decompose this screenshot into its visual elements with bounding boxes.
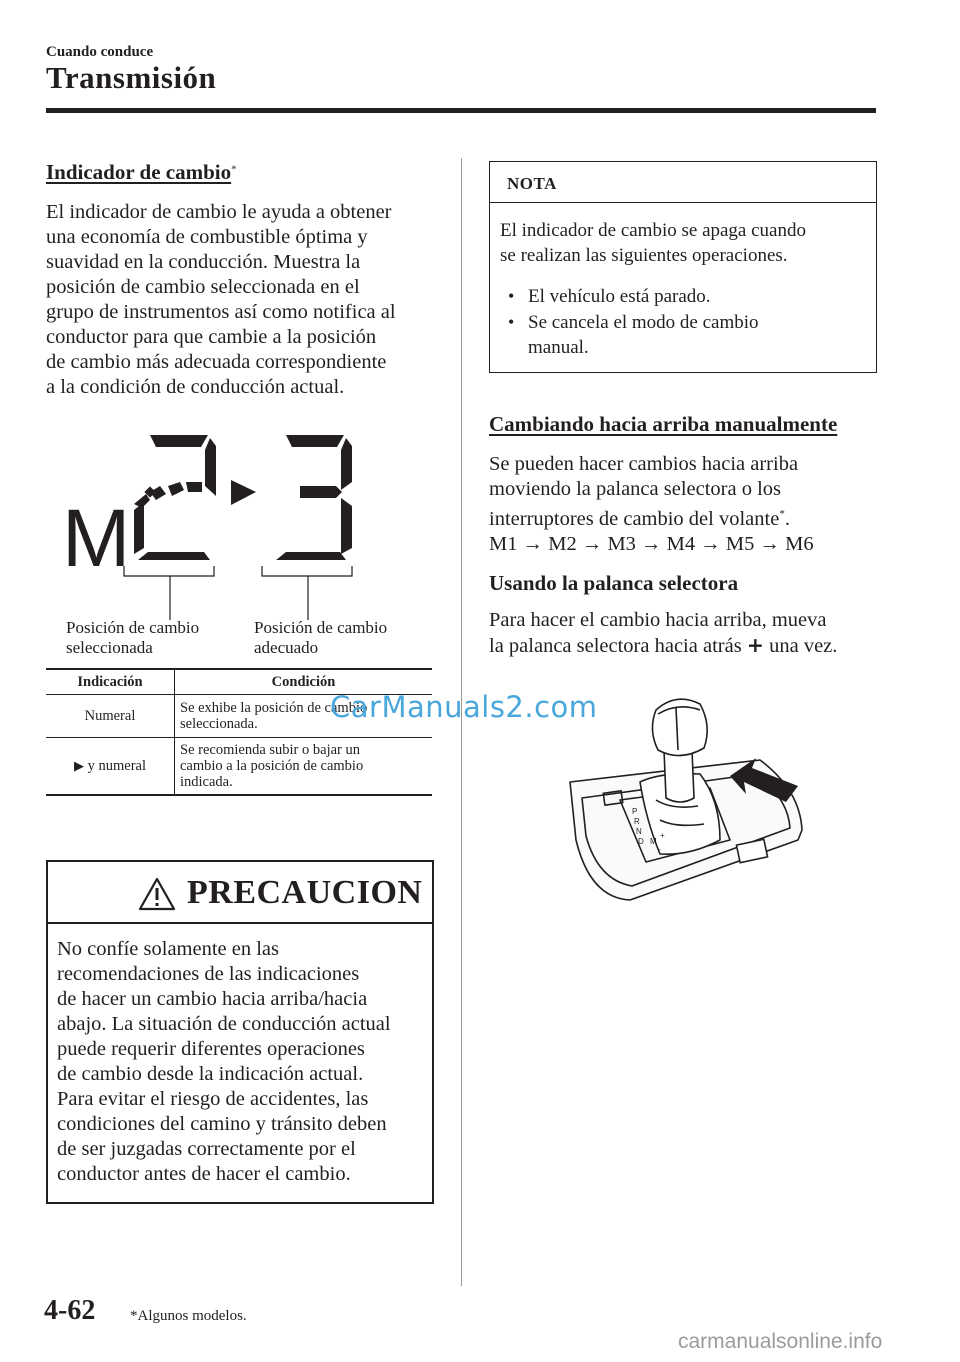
paragraph-text: la palanca selectora hacia atrás <box>489 635 742 657</box>
bullet-dot-icon: • <box>508 312 515 332</box>
warning-triangle-icon <box>138 877 176 911</box>
label-line: seleccionada <box>66 638 153 657</box>
note-box <box>489 161 877 373</box>
cell-indication: Numeral <box>46 695 175 738</box>
cell-line: cambio a la posición de cambio <box>180 758 364 774</box>
intro-line: de cambio más adecuada correspondiente <box>46 351 387 373</box>
intro-paragraph <box>46 200 446 400</box>
caution-box <box>46 860 434 1204</box>
selector-lever-subheading: Usando la palanca selectora <box>489 571 739 595</box>
bullet-line: manual. <box>528 337 589 358</box>
cell-indication <box>46 738 175 796</box>
caution-line: puede requerir diferentes operaciones <box>57 1038 365 1060</box>
cell-condition <box>175 738 433 796</box>
svg-text:M: M <box>650 837 657 846</box>
note-bullet-item <box>528 310 759 360</box>
intro-line: una economía de combustible óptima y <box>46 226 368 248</box>
caution-line: abajo. La situación de conducción actual <box>57 1013 391 1035</box>
chapter-title: Transmisión <box>46 60 217 95</box>
bullet-dot-icon: • <box>508 286 515 306</box>
label-suitable-position <box>254 618 387 658</box>
svg-text:-: - <box>658 845 661 854</box>
optional-mark: * <box>231 163 237 176</box>
shift-arrow-icon <box>231 480 256 505</box>
mode-letter: M <box>62 493 131 584</box>
manual-upshift-heading: Cambiando hacia arriba manualmente <box>489 412 838 436</box>
digit-two-segments <box>134 435 216 560</box>
footnote: *Algunos modelos. <box>130 1308 247 1324</box>
intro-line: a la condición de conducción actual. <box>46 376 345 398</box>
intro-line: conductor para que cambie a la posición <box>46 326 377 348</box>
shift-indicator-heading-text: Indicador de cambio <box>46 160 232 184</box>
svg-text:N: N <box>636 827 642 836</box>
note-line: El indicador de cambio se apaga cuando <box>500 220 806 241</box>
cell-line: seleccionada. <box>180 716 258 732</box>
intro-line: suavidad en la conducción. Muestra la <box>46 251 361 273</box>
upshift-paragraph <box>489 452 879 557</box>
gear-display-illustration <box>50 420 430 620</box>
optional-mark: * <box>779 508 785 520</box>
paragraph-line <box>489 633 879 659</box>
gear-sequence: M1 → M2 → M3 → M4 → M5 → M6 <box>489 532 814 555</box>
caution-title: PRECAUCION <box>187 874 423 911</box>
paragraph-text: una vez. <box>769 635 838 657</box>
section-label: Cuando conduce <box>46 44 154 60</box>
header-rule <box>46 108 876 113</box>
note-line: se realizan las siguientes operaciones. <box>500 245 788 266</box>
footer-watermark: carmanualsonline.info <box>678 1330 883 1353</box>
bullet-line: El vehículo está parado. <box>528 286 711 307</box>
paragraph-line: moviendo la palanca selectora o los <box>489 478 782 500</box>
lever-paragraph <box>489 608 879 659</box>
intro-line: El indicador de cambio le ayuda a obtener <box>46 201 392 223</box>
note-text <box>500 218 872 268</box>
plus-icon: + <box>746 633 764 657</box>
caution-line: No confíe solamente en las <box>57 938 280 960</box>
intro-line: grupo de instrumentos así como notifica al <box>46 301 396 323</box>
svg-text:D: D <box>638 837 644 846</box>
caution-line: de cambio desde la indicación actual. <box>57 1063 364 1085</box>
svg-text:R: R <box>634 817 640 826</box>
cell-line: Se exhibe la posición de cambio <box>180 700 368 716</box>
cell-line: indicada. <box>180 774 233 790</box>
caution-line: de hacer un cambio hacia arriba/hacia <box>57 988 368 1010</box>
digit-three-segments <box>276 435 352 560</box>
paragraph-line: Para hacer el cambio hacia arriba, mueva <box>489 609 827 631</box>
callout-lines <box>124 566 352 620</box>
arrow-icon: ▶ <box>73 758 84 774</box>
label-line: Posición de cambio <box>254 618 388 637</box>
label-line: Posición de cambio <box>66 618 200 637</box>
paragraph-line: Se pueden hacer cambios hacia arriba <box>489 453 799 475</box>
table-row <box>46 738 432 796</box>
cell-indication-text: y numeral <box>87 757 146 774</box>
caution-line: conductor antes de hacer el cambio. <box>57 1163 351 1185</box>
caution-line: Para evitar el riesgo de accidentes, las <box>57 1088 369 1110</box>
caution-text <box>57 937 432 1187</box>
svg-text:P: P <box>632 807 638 816</box>
note-bullet-item <box>528 284 711 309</box>
paragraph-text: interruptores de cambio del volante <box>489 507 780 530</box>
intro-line: posición de cambio seleccionada en el <box>46 276 360 298</box>
label-selected-position <box>66 618 199 658</box>
cell-line: Se recomienda subir o bajar un <box>180 742 360 758</box>
header-condition: Condición <box>175 669 433 695</box>
caution-line: de ser juzgadas correctamente por el <box>57 1138 356 1160</box>
paragraph-text: . <box>784 507 790 530</box>
note-header <box>490 162 876 203</box>
header-indication: Indicación <box>46 669 175 695</box>
page-number: 4-62 <box>44 1295 96 1326</box>
note-title: NOTA <box>507 174 557 193</box>
site-watermark: CarManuals2.com <box>330 690 598 724</box>
caution-line: recomendaciones de las indicaciones <box>57 963 360 985</box>
indication-table <box>46 668 432 796</box>
shift-indicator-heading <box>46 160 237 185</box>
bullet-line: Se cancela el modo de cambio <box>528 312 759 333</box>
label-line: adecuado <box>254 638 319 657</box>
paragraph-line <box>489 502 879 532</box>
caution-header <box>48 862 432 924</box>
caution-line: condiciones del camino y tránsito deben <box>57 1113 387 1135</box>
svg-text:+: + <box>660 831 665 840</box>
